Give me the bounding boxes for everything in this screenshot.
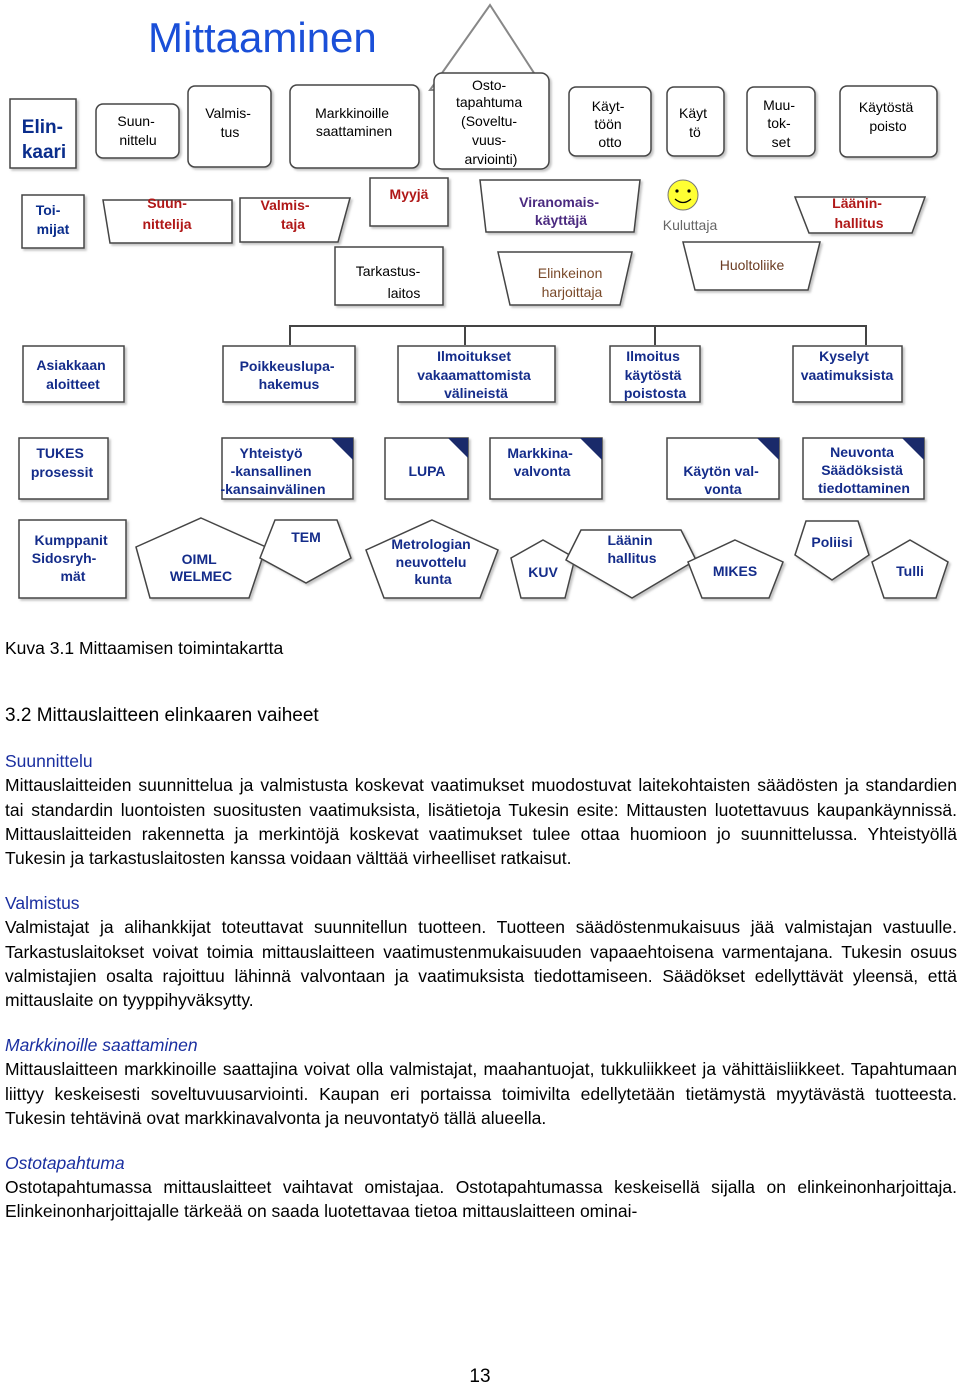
heading-markkinoille-saattaminen: Markkinoille saattaminen xyxy=(5,1034,198,1055)
actors-rows xyxy=(22,178,925,305)
figure-caption: Kuva 3.1 Mittaamisen toimintakartta xyxy=(5,638,284,658)
svg-text:Läänin hallitus: Läänin hallitus xyxy=(607,532,657,566)
tree-connector xyxy=(290,326,866,345)
section-title: 3.2 Mittauslaitteen elinkaaren vaiheet xyxy=(5,705,319,727)
svg-text:Valmis- tus: Valmis- tus xyxy=(205,105,251,140)
diagram-title: Mittaaminen xyxy=(148,14,377,61)
svg-text:OIML WELMEC: OIML WELMEC xyxy=(169,551,233,584)
stage-kaytto xyxy=(667,87,724,156)
svg-text:Käyt tö: Käyt tö xyxy=(679,105,708,140)
svg-text:Käyt- töön otto: Käyt- töön otto xyxy=(591,98,625,150)
toimintakartta-diagram xyxy=(0,0,960,640)
paragraph-valmistus: Valmistajat ja alihankkijat toteuttavat suunnitellun tuotteen. Tuotteen säädöstenmukaisuus jää valmistajan vastuulle. Tarkastuslaitokset voivat toimia mittauslaitteen vaatimustenmukaisuuden vapaaehtoisena varmentajana. Tukesin osuus valmistajien osalta rajoittuu lähinnä valvontaan ja vaatimuksista tiedottamiseen. Säädökset edellyttävät yleensä, että mittauslaite on tyyppihyväksytty. xyxy=(5,917,957,1011)
svg-text:Ilmoitus käytöstä: Ilmoitus käytöstä poistosta xyxy=(623,348,687,401)
kuluttaja-smiley-icon xyxy=(668,180,698,210)
svg-text:Suun- nittelu: Suun- nittelu xyxy=(117,113,157,148)
svg-text:Kumppanit Sidosryh-: Kumppanit Sidosryh- mät xyxy=(31,532,108,584)
lifecycle-label: Elin- kaari xyxy=(21,117,67,163)
svg-text:Yhteistyö -kansallinen: Yhteistyö -kansallinen -kansainvälinen xyxy=(220,445,326,497)
svg-text:Metrologian neuvottelu: Metrologian neuvottelu kunta xyxy=(391,536,471,587)
svg-text:Ilmoitukset vakaamattomi: Ilmoitukset vakaamattomista välineistä xyxy=(417,348,531,401)
svg-text:Toi- mijat: Toi- mijat xyxy=(35,202,70,237)
heading-suunnittelu: Suunnittelu xyxy=(5,750,93,771)
svg-text:LUPA: LUPA xyxy=(408,463,446,479)
svg-text:MIKES: MIKES xyxy=(712,563,758,579)
svg-text:Markkinoille saattaminen: Markkinoille saattaminen xyxy=(315,105,393,139)
svg-text:Suun- nittelija: Suun- nittelija xyxy=(142,195,192,232)
svg-text:Poliisi: Poliisi xyxy=(811,534,853,550)
svg-text:Myyjä: Myyjä xyxy=(389,186,429,202)
page-number: 13 xyxy=(469,1366,491,1387)
svg-text:Elinkeinon harjoittaja: Elinkeinon harjoittaja xyxy=(537,265,603,300)
svg-text:Kyselyt vaatimuksista: Kyselyt vaatimuksista xyxy=(800,348,894,383)
svg-text:Asiakkaan aloitteet: Asiakkaan aloitteet xyxy=(36,357,106,392)
svg-text:Neuvonta Säädöksistä: Neuvonta Säädöksistä tiedottaminen xyxy=(818,444,910,496)
tukes-processes-row xyxy=(19,438,924,499)
svg-text:Huoltoliike: Huoltoliike xyxy=(719,257,785,273)
svg-text:Osto- tapahtuma (S: Osto- tapahtuma (Soveltu- vuus- arviointi) xyxy=(455,77,523,167)
heading-ostotapahtuma: Ostotapahtuma xyxy=(5,1152,125,1173)
partners-row xyxy=(19,518,948,598)
customer-label-box xyxy=(23,346,124,402)
svg-text:Käytön val- vonta: Käytön val- vonta xyxy=(683,463,759,497)
svg-text:KUV: KUV xyxy=(528,564,558,580)
svg-text:Tulli: Tulli xyxy=(896,563,924,579)
svg-text:Markkina- valvonta: Markkina- valvonta xyxy=(507,445,573,479)
paragraph-suunnittelu: Mittauslaitteiden suunnittelua ja valmistusta koskevat vaatimukset muodostuvat laitekohtaisten säädösten ja standardien tai standardin luontoisten suositusten vaatimuksista, lisätietoja Tukesin esite: Mittausten luotettavuus kaupankäynnissä. Mittauslaitteiden rakennetta ja merkintöjä koskevat vaatimukset tulee ottaa huomioon jo suunnittelussa. Yhteistyöllä Tukesin ja tarkastuslaitosten kanssa voidaan välttää virheelliset ratkaisut. xyxy=(5,775,957,869)
heading-valmistus: Valmistus xyxy=(5,892,80,913)
lifecycle-row xyxy=(10,73,937,169)
initiative-poikkeuslupahakemus xyxy=(223,346,355,402)
svg-text:Poikkeuslupa- hakemus: Poikkeuslupa- hakemus xyxy=(239,358,335,392)
customer-initiatives-row xyxy=(23,326,902,402)
svg-text:TUKES prosessit: TUKES prosessit xyxy=(30,445,94,480)
paragraph-ostotapahtuma: Ostotapahtumassa mittauslaitteet vaihtavat omistajaa. Ostotapahtumassa keskeisellä sijalla on elinkeinonharjoittaja. Elinkeinonharjoittajalle tärkeää on saada luotettavaa tietoa mittauslaitteen ominai- xyxy=(5,1176,957,1222)
svg-text:Kuluttaja xyxy=(663,217,718,233)
document-body xyxy=(5,636,957,1224)
svg-text:Viranomais- käyttäjä: Viranomais- käyttäjä xyxy=(519,194,599,228)
actor-kuluttaja: Kuluttaja xyxy=(662,217,718,233)
svg-text:Tarkastus- laitos: Tarkastus- laitos xyxy=(355,263,421,301)
partner-poliisi xyxy=(795,521,869,580)
svg-text:Läänin- hallitus: Läänin- hallitus xyxy=(832,195,884,231)
paragraph-markkinoille-saattaminen: Mittauslaitteen markkinoille saattajina voivat olla valmistajat, maahantuojat, tukkuliikkeet ja vähittäisliikkeet. Tapahtumaan liittyy keskeisesti soveltuvuusarviointi. Kaupan eri portaissa toimivilta edellytetään tietämystä myytävästä tuotteesta. Tukesin tehtävinä ovat markkinavalvonta ja neuvontatyö tällä alueella. xyxy=(5,1059,957,1129)
svg-text:Käytöstä poisto: Käytöstä poisto xyxy=(858,99,914,134)
svg-text:Muu- tok- set: Muu- tok- set xyxy=(763,97,796,150)
svg-text:TEM: TEM xyxy=(291,529,321,545)
svg-text:Valmis- taja: Valmis- taja xyxy=(260,197,310,232)
